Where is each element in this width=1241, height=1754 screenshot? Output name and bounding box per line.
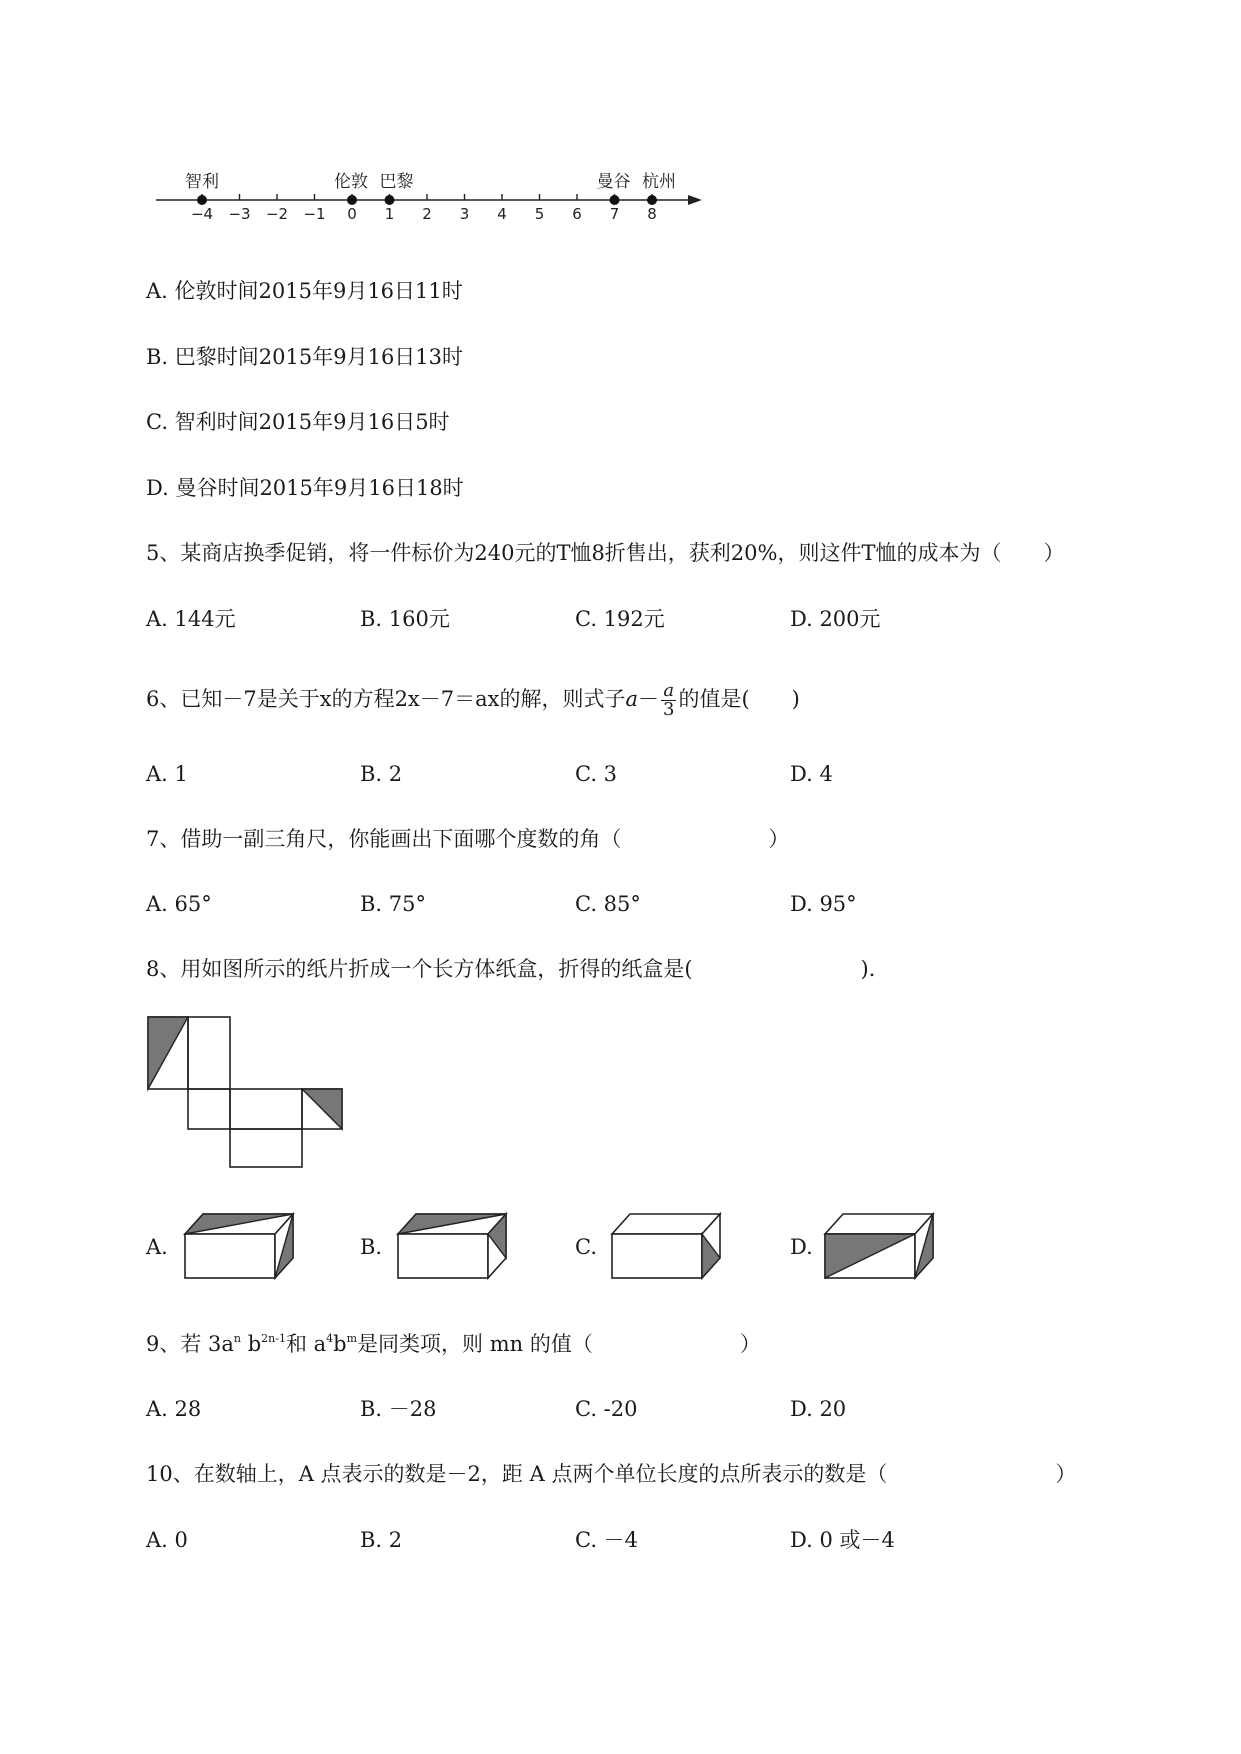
q5-option-c: C. 192元	[575, 607, 665, 631]
q9-option-d: D. 20	[790, 1397, 847, 1421]
q6-option-c: C. 3	[575, 762, 618, 786]
number-line-figure	[150, 160, 710, 230]
city-point	[197, 195, 207, 205]
number-line-tick-label: 0	[347, 205, 357, 223]
q9-stem-part1: 9、若 3a	[146, 1332, 234, 1356]
q8-option-a-label: A.	[146, 1235, 168, 1259]
city-label: 杭州	[642, 172, 676, 192]
q7-option-d: D. 95°	[790, 892, 857, 916]
q6-expr-minus: －	[638, 687, 660, 711]
q9-stem	[146, 1330, 761, 1358]
q6-stem-before: 6、已知－7是关于x的方程2x－7＝ax的解，则式子	[146, 687, 626, 711]
city-point	[647, 195, 657, 205]
q9-sup-m: m	[346, 1332, 358, 1345]
number-line-arrow	[688, 195, 702, 205]
q9-stem-part3: 和 a	[285, 1332, 327, 1356]
q6-frac-numerator: a	[661, 682, 676, 701]
number-line-tick-label: −1	[303, 205, 326, 223]
q6-option-a: A. 1	[146, 762, 188, 786]
q6-stem-after: 的值是( )	[678, 687, 800, 711]
city-label: 巴黎	[379, 172, 414, 192]
q10-stem: 10、在数轴上，A 点表示的数是－2，距 A 点两个单位长度的点所表示的数是（ ）	[146, 1462, 1077, 1486]
q8-option-c-label: C.	[575, 1235, 597, 1259]
q7-option-b: B. 75°	[360, 892, 427, 916]
number-line-tick-label: −3	[228, 205, 251, 223]
q8-stem: 8、用如图所示的纸片折成一个长方体纸盒，折得的纸盒是( )．	[146, 957, 890, 981]
q9-sup-n: n	[233, 1332, 242, 1345]
q6-fraction	[661, 682, 676, 719]
q9-option-c: C. -20	[575, 1397, 638, 1421]
number-line-tick-label: 4	[497, 205, 507, 223]
q9-sup-4: 4	[326, 1332, 334, 1345]
number-line-tick-label: 7	[609, 205, 620, 223]
q4-option-d: D. 曼谷时间2015年9月16日18时	[146, 476, 464, 500]
q4-option-c: C. 智利时间2015年9月16日5时	[146, 410, 450, 434]
q9-stem-part2: b	[241, 1332, 262, 1356]
number-line-tick-label: 5	[534, 205, 545, 223]
q8-option-b-label: B.	[360, 1235, 383, 1259]
q9-option-b: B. －28	[360, 1397, 437, 1421]
q6-option-d: D. 4	[790, 762, 833, 786]
q8-option-d-label: D.	[790, 1235, 813, 1259]
number-line-tick-label: −2	[265, 205, 289, 223]
city-label: 曼谷	[596, 172, 631, 192]
q4-option-b: B. 巴黎时间2015年9月16日13时	[146, 345, 464, 369]
q7-stem: 7、借助一副三角尺，你能画出下面哪个度数的角（ ）	[146, 827, 790, 851]
q7-option-c: C. 85°	[575, 892, 641, 916]
number-line-tick-label: 3	[459, 205, 470, 223]
q8-box-b	[396, 1210, 508, 1280]
q5-option-a: A. 144元	[146, 607, 236, 631]
q8-net-figure	[146, 1015, 346, 1170]
q9-stem-part4: b	[333, 1332, 347, 1356]
q9-stem-part5: 是同类项，则 mn 的值（ ）	[357, 1332, 761, 1356]
q10-option-d: D. 0 或－4	[790, 1528, 895, 1552]
q6-frac-denominator: 3	[663, 699, 675, 720]
city-point	[610, 195, 620, 205]
q7-option-a: A. 65°	[146, 892, 212, 916]
q8-box-d	[823, 1210, 935, 1280]
q5-option-d: D. 200元	[790, 607, 881, 631]
q6-expr-a: a	[625, 687, 639, 711]
number-line-tick-label: 8	[647, 205, 657, 223]
q8-box-c	[610, 1210, 722, 1280]
q6-option-b: B. 2	[360, 762, 403, 786]
q10-option-c: C. －4	[575, 1528, 639, 1552]
q9-option-a: A. 28	[146, 1397, 202, 1421]
q9-sup-2n-1: 2n-1	[261, 1332, 286, 1345]
number-line-tick-label: −4	[190, 205, 214, 223]
q10-option-a: A. 0	[146, 1528, 188, 1552]
city-point	[385, 195, 395, 205]
city-label: 伦敦	[334, 172, 368, 192]
number-line-tick-label: 1	[384, 205, 395, 223]
q10-option-b: B. 2	[360, 1528, 403, 1552]
q6-stem	[146, 682, 800, 719]
number-line-tick-label: 2	[422, 205, 432, 223]
q8-box-a	[183, 1210, 295, 1280]
number-line-tick-label: 6	[572, 205, 582, 223]
city-point	[347, 195, 357, 205]
q5-option-b: B. 160元	[360, 607, 450, 631]
city-label: 智利	[185, 172, 219, 192]
q5-stem: 5、某商店换季促销，将一件标价为240元的T恤8折售出，获利20%，则这件T恤的成本为（ ）	[146, 541, 1065, 565]
q4-option-a: A. 伦敦时间2015年9月16日11时	[146, 279, 463, 303]
